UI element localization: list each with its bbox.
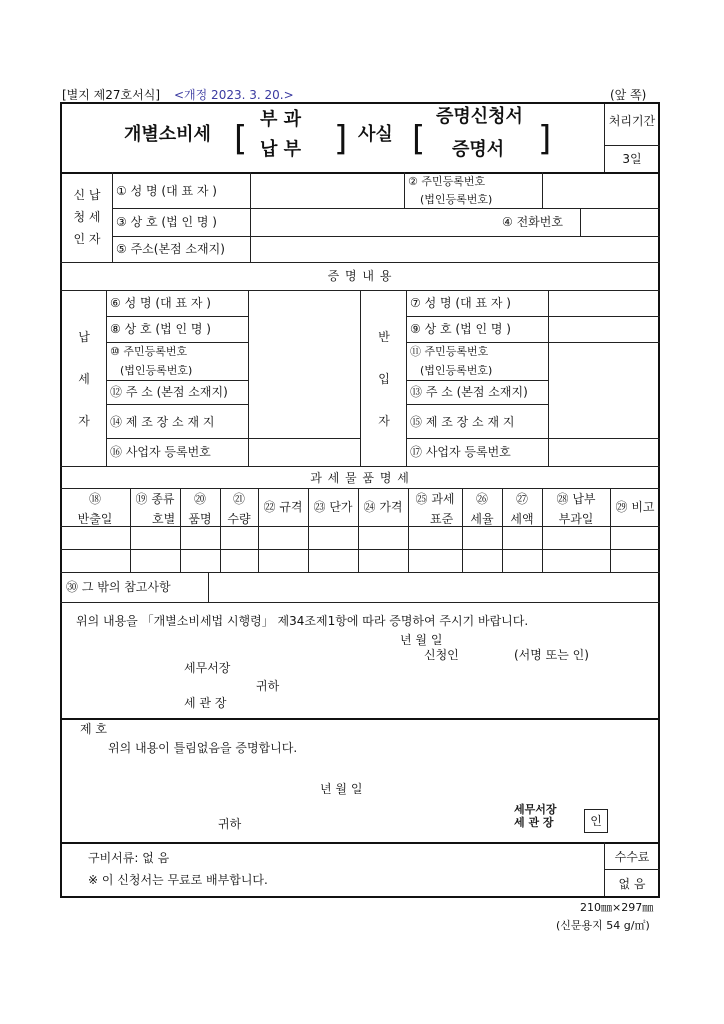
title-application: 증명신청서 [436,106,523,127]
certificate-statement: 위의 내용이 틀림없음을 증명합니다. [108,741,298,755]
col-header-bottom: 표준 [430,512,454,526]
title-certificate: 증명서 [452,139,505,160]
col-header-top: ㉒ 규격 [263,500,303,514]
issuer-customs: 세 관 장 [514,816,554,829]
col-header-bottom: 세액 [510,512,534,526]
col-header-bottom: 품명 [188,512,212,526]
option-levy: 부 과 [260,109,302,130]
items-section-title: 과 세 물 품 명 세 [310,471,410,485]
taxpayer-name-label: ⑥ 성 명 (대 표 자 ) [110,296,211,310]
bracket-right: ] [538,119,552,159]
receiver-corp-label: (법인등록번호) [420,364,493,377]
rule [60,526,660,527]
paper-spec: (신문용지 54 g/㎡) [556,919,650,932]
rule [106,342,248,343]
taxpayer-address-label: ⑫ 주 소 (본점 소재지) [110,385,228,399]
col-header-top: ㉗ [515,492,528,506]
rule [208,572,209,602]
col-header-bottom: 호별 [152,512,176,526]
col-header-top: ㉑ [232,492,245,506]
receiver-name-label: ⑦ 성 명 (대 표 자 ) [410,296,511,310]
applicant-address-label: ⑤ 주소(본점 소재지) [116,242,225,256]
receiver-label: 입 [378,372,390,386]
rule [60,172,660,174]
processing-period-label: 처리기간 [608,114,656,128]
col-header-bottom: 부과일 [558,512,594,526]
receiver-id-label: ⑪ 주민등록번호 [410,345,489,358]
form-title: 개별소비세 [124,124,211,145]
rule [406,404,548,405]
recipient-tax-office: 세무서장 [184,661,231,675]
recipient-customs: 세 관 장 [184,696,227,710]
rule [106,404,248,405]
required-docs: 구비서류: 없 음 [88,851,170,865]
rule [406,438,660,439]
recipient-honorific: 귀하 [256,679,280,693]
taxpayer-label: 납 [78,330,90,344]
signature-note: (서명 또는 인) [514,648,589,662]
col-header-top: ㉙ 비고 [615,500,655,514]
rule [106,316,248,317]
taxpayer-trade-label: ⑧ 상 호 (법 인 명 ) [110,322,211,336]
paper-size: 210㎜×297㎜ [580,901,654,914]
receiver-bizno-label: ⑰ 사업자 등록번호 [410,445,511,459]
col-header-top: ㉕ 과세 [415,492,455,506]
title-fact: 사실 [358,124,393,145]
certificate-date: 년 월 일 [320,782,363,796]
rule [112,208,660,209]
applicant-label: 인 자 [73,232,101,246]
rule [60,602,660,603]
rule [112,172,113,262]
processing-period-value: 3일 [622,152,642,166]
rule [60,572,660,573]
applicant-id-label: ② 주민등록번호 [408,175,486,188]
page-side: (앞 쪽) [610,88,647,102]
receiver-factory-label: ⑮ 제 조 장 소 재 지 [410,415,515,429]
col-header-top: ⑲ 종류 [135,492,175,506]
rule [106,438,360,439]
rule [60,549,660,550]
receiver-label: 자 [378,414,390,428]
col-header-top: ㉖ [475,492,488,506]
rule [60,466,660,467]
fee-value: 없 음 [618,877,646,891]
seal-box: 인 [584,809,608,833]
receiver-address-label: ⑬ 주 소 (본점 소재지) [410,385,528,399]
bracket-left: [ [234,119,248,159]
reference-label: ㉚ 그 밖의 참고사항 [66,580,171,594]
rule [250,172,251,262]
rule [604,145,660,146]
rule [542,172,543,208]
rule [406,380,548,381]
taxpayer-bizno-label: ⑯ 사업자 등록번호 [110,445,211,459]
taxpayer-label: 자 [78,414,90,428]
option-payment: 납 부 [260,139,302,160]
rule [112,236,660,237]
taxpayer-id-label: ⑩ 주민등록번호 [110,345,188,358]
rule [60,488,660,489]
applicant-name-label: ① 성 명 (대 표 자 ) [116,184,217,198]
col-header-top: ⑳ [193,492,206,506]
col-header-top: ㉘ 납부 [556,492,596,506]
bracket-right: ] [334,119,348,159]
form-number: [별지 제27호서식] [62,88,160,102]
applicant-label: 신청인 [424,648,459,662]
rule [404,172,405,208]
proof-section-title: 증 명 내 용 [327,269,393,283]
request-date: 년 월 일 [400,633,443,647]
taxpayer-corp-label: (법인등록번호) [120,364,193,377]
free-distribution-note: ※ 이 신청서는 무료로 배부합니다. [88,873,268,887]
request-statement: 위의 내용을 「개별소비세법 시행령」 제34조제1항에 따라 증명하여 주시기 바랍니다. [76,614,529,628]
col-header-top: ⑱ [88,492,101,506]
rule [580,208,581,236]
applicant-label: 청 세 [73,210,101,224]
col-header-top: ㉓ 단가 [313,500,353,514]
applicant-trade-label: ③ 상 호 (법 인 명 ) [116,215,217,229]
rule [60,262,660,263]
col-header-bottom: 세율 [470,512,494,526]
rule [60,718,660,720]
certificate-number: 제 호 [80,722,107,736]
col-header-bottom: 수량 [227,512,251,526]
rule [406,342,660,343]
rule [248,290,249,466]
revision-note: <개정 2023. 3. 20.> [174,88,294,102]
taxpayer-label: 세 [78,372,90,386]
applicant-corp-label: (법인등록번호) [420,193,493,206]
rule [406,316,660,317]
fee-label: 수수료 [614,850,650,864]
rule [360,290,361,466]
rule [60,842,660,844]
col-header-bottom: 반출일 [77,512,113,526]
applicant-label: 신 납 [73,188,101,202]
issuer-tax-office: 세무서장 [514,803,557,816]
rule [604,869,660,870]
receiver-label: 반 [378,330,390,344]
receiver-trade-label: ⑨ 상 호 (법 인 명 ) [410,322,511,336]
applicant-phone-label: ④ 전화번호 [502,215,563,229]
bracket-left: [ [412,119,426,159]
col-header-top: ㉔ 가격 [363,500,403,514]
taxpayer-factory-label: ⑭ 제 조 장 소 재 지 [110,415,215,429]
certificate-honorific: 귀하 [218,817,242,831]
rule [106,380,248,381]
